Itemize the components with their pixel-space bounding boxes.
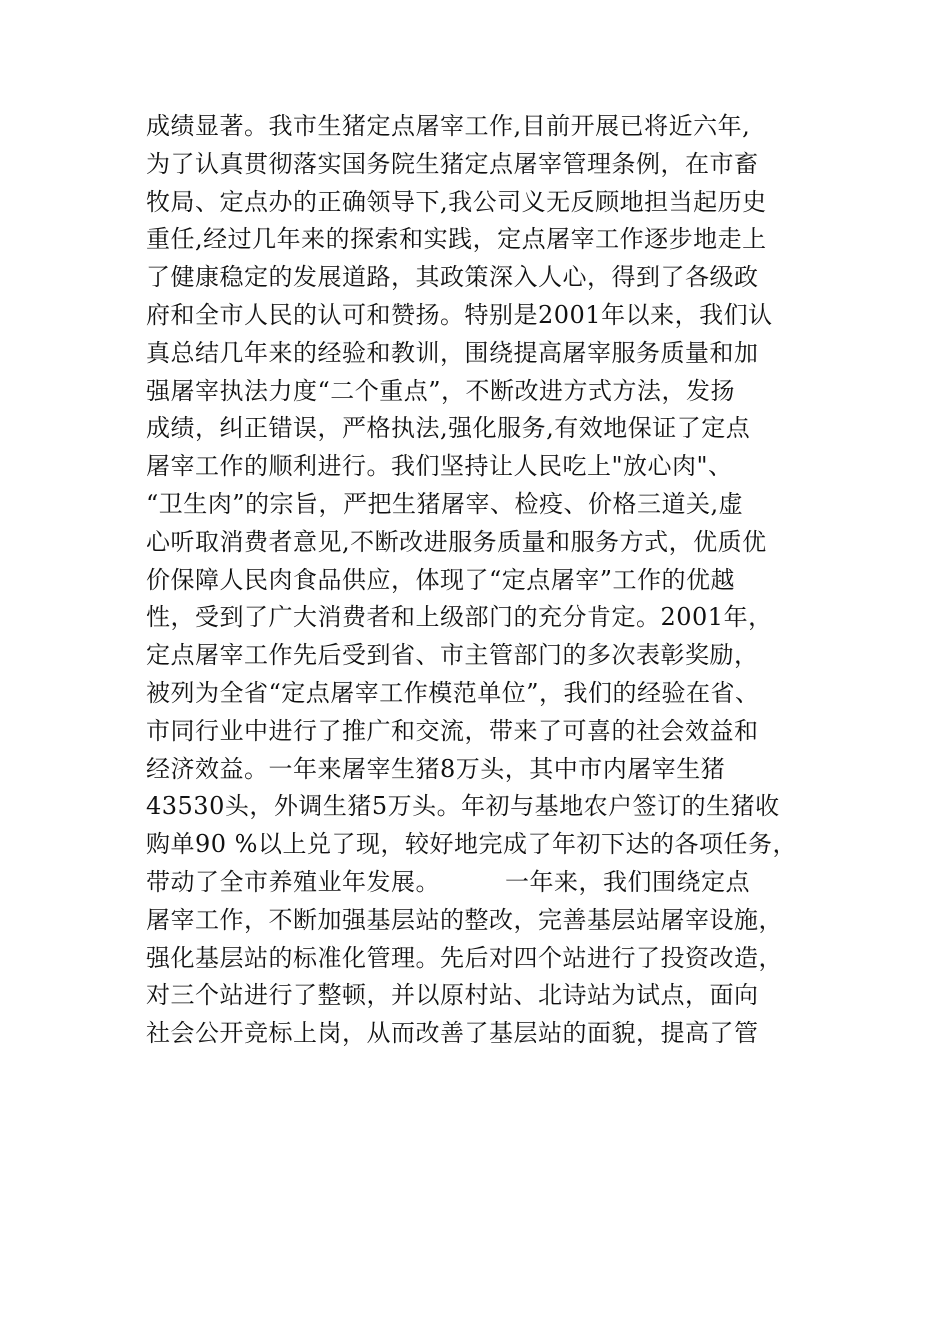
text-line: 牧局、定点办的正确领导下,我公司义无反顾地担当起历史 — [146, 187, 767, 216]
text-line: 屠宰工作，不断加强基层站的整改，完善基层站屠宰设施， — [146, 905, 783, 934]
text-line: 了健康稳定的发展道路，其政策深入人心，得到了各级政 — [146, 263, 759, 292]
text-line: “卫生肉”的宗旨，严把生猪屠宰、检疫、价格三道关,虚 — [146, 489, 744, 518]
text-line: 强屠宰执法力度“二个重点”，不断改进方式方法，发扬 — [146, 376, 736, 405]
text-line: 定点屠宰工作先后受到省、市主管部门的多次表彰奖励， — [146, 641, 759, 670]
text-line: 府和全市人民的认可和赞扬。特别是2001年以来，我们认 — [146, 300, 773, 329]
text-line: 屠宰工作的顺利进行。我们坚持让人民吃上"放心肉"、 — [146, 452, 733, 481]
text-line: 43530头，外调生猪5万头。年初与基地农户签订的生猪收 — [146, 792, 780, 821]
text-line: 带动了全市养殖业年发展。 一年来，我们围绕定点 — [146, 867, 751, 896]
text-line: 被列为全省“定点屠宰工作模范单位”，我们的经验在省、 — [146, 678, 760, 707]
body-text — [146, 108, 826, 1053]
text-line: 市同行业中进行了推广和交流，带来了可喜的社会效益和 — [146, 716, 759, 745]
text-line: 真总结几年来的经验和教训，围绕提高屠宰服务质量和加 — [146, 338, 759, 367]
text-line: 社会公开竞标上岗，从而改善了基层站的面貌，提高了管 — [146, 1019, 759, 1048]
text-line: 成绩显著。我市生猪定点屠宰工作,目前开展已将近六年, — [146, 112, 751, 140]
text-line: 性，受到了广大消费者和上级部门的充分肯定。2001年， — [146, 603, 773, 632]
text-line: 强化基层站的标准化管理。先后对四个站进行了投资改造， — [146, 943, 783, 972]
text-line: 购单90 %以上兑了现，较好地完成了年初下达的各项任务， — [146, 830, 797, 859]
text-line: 经济效益。一年来屠宰生猪8万头，其中市内屠宰生猪 — [146, 754, 726, 783]
text-line: 为了认真贯彻落实国务院生猪定点屠宰管理条例，在市畜 — [146, 149, 759, 178]
text-line: 重任,经过几年来的探索和实践，定点屠宰工作逐步地走上 — [146, 225, 767, 254]
text-line: 成绩，纠正错误，严格执法,强化服务,有效地保证了定点 — [146, 414, 751, 443]
text-line: 价保障人民肉食品供应，体现了“定点屠宰”工作的优越 — [146, 565, 736, 594]
text-line: 对三个站进行了整顿，并以原村站、北诗站为试点，面向 — [146, 981, 759, 1010]
text-line: 心听取消费者意见,不断改进服务质量和服务方式，优质优 — [146, 527, 767, 556]
